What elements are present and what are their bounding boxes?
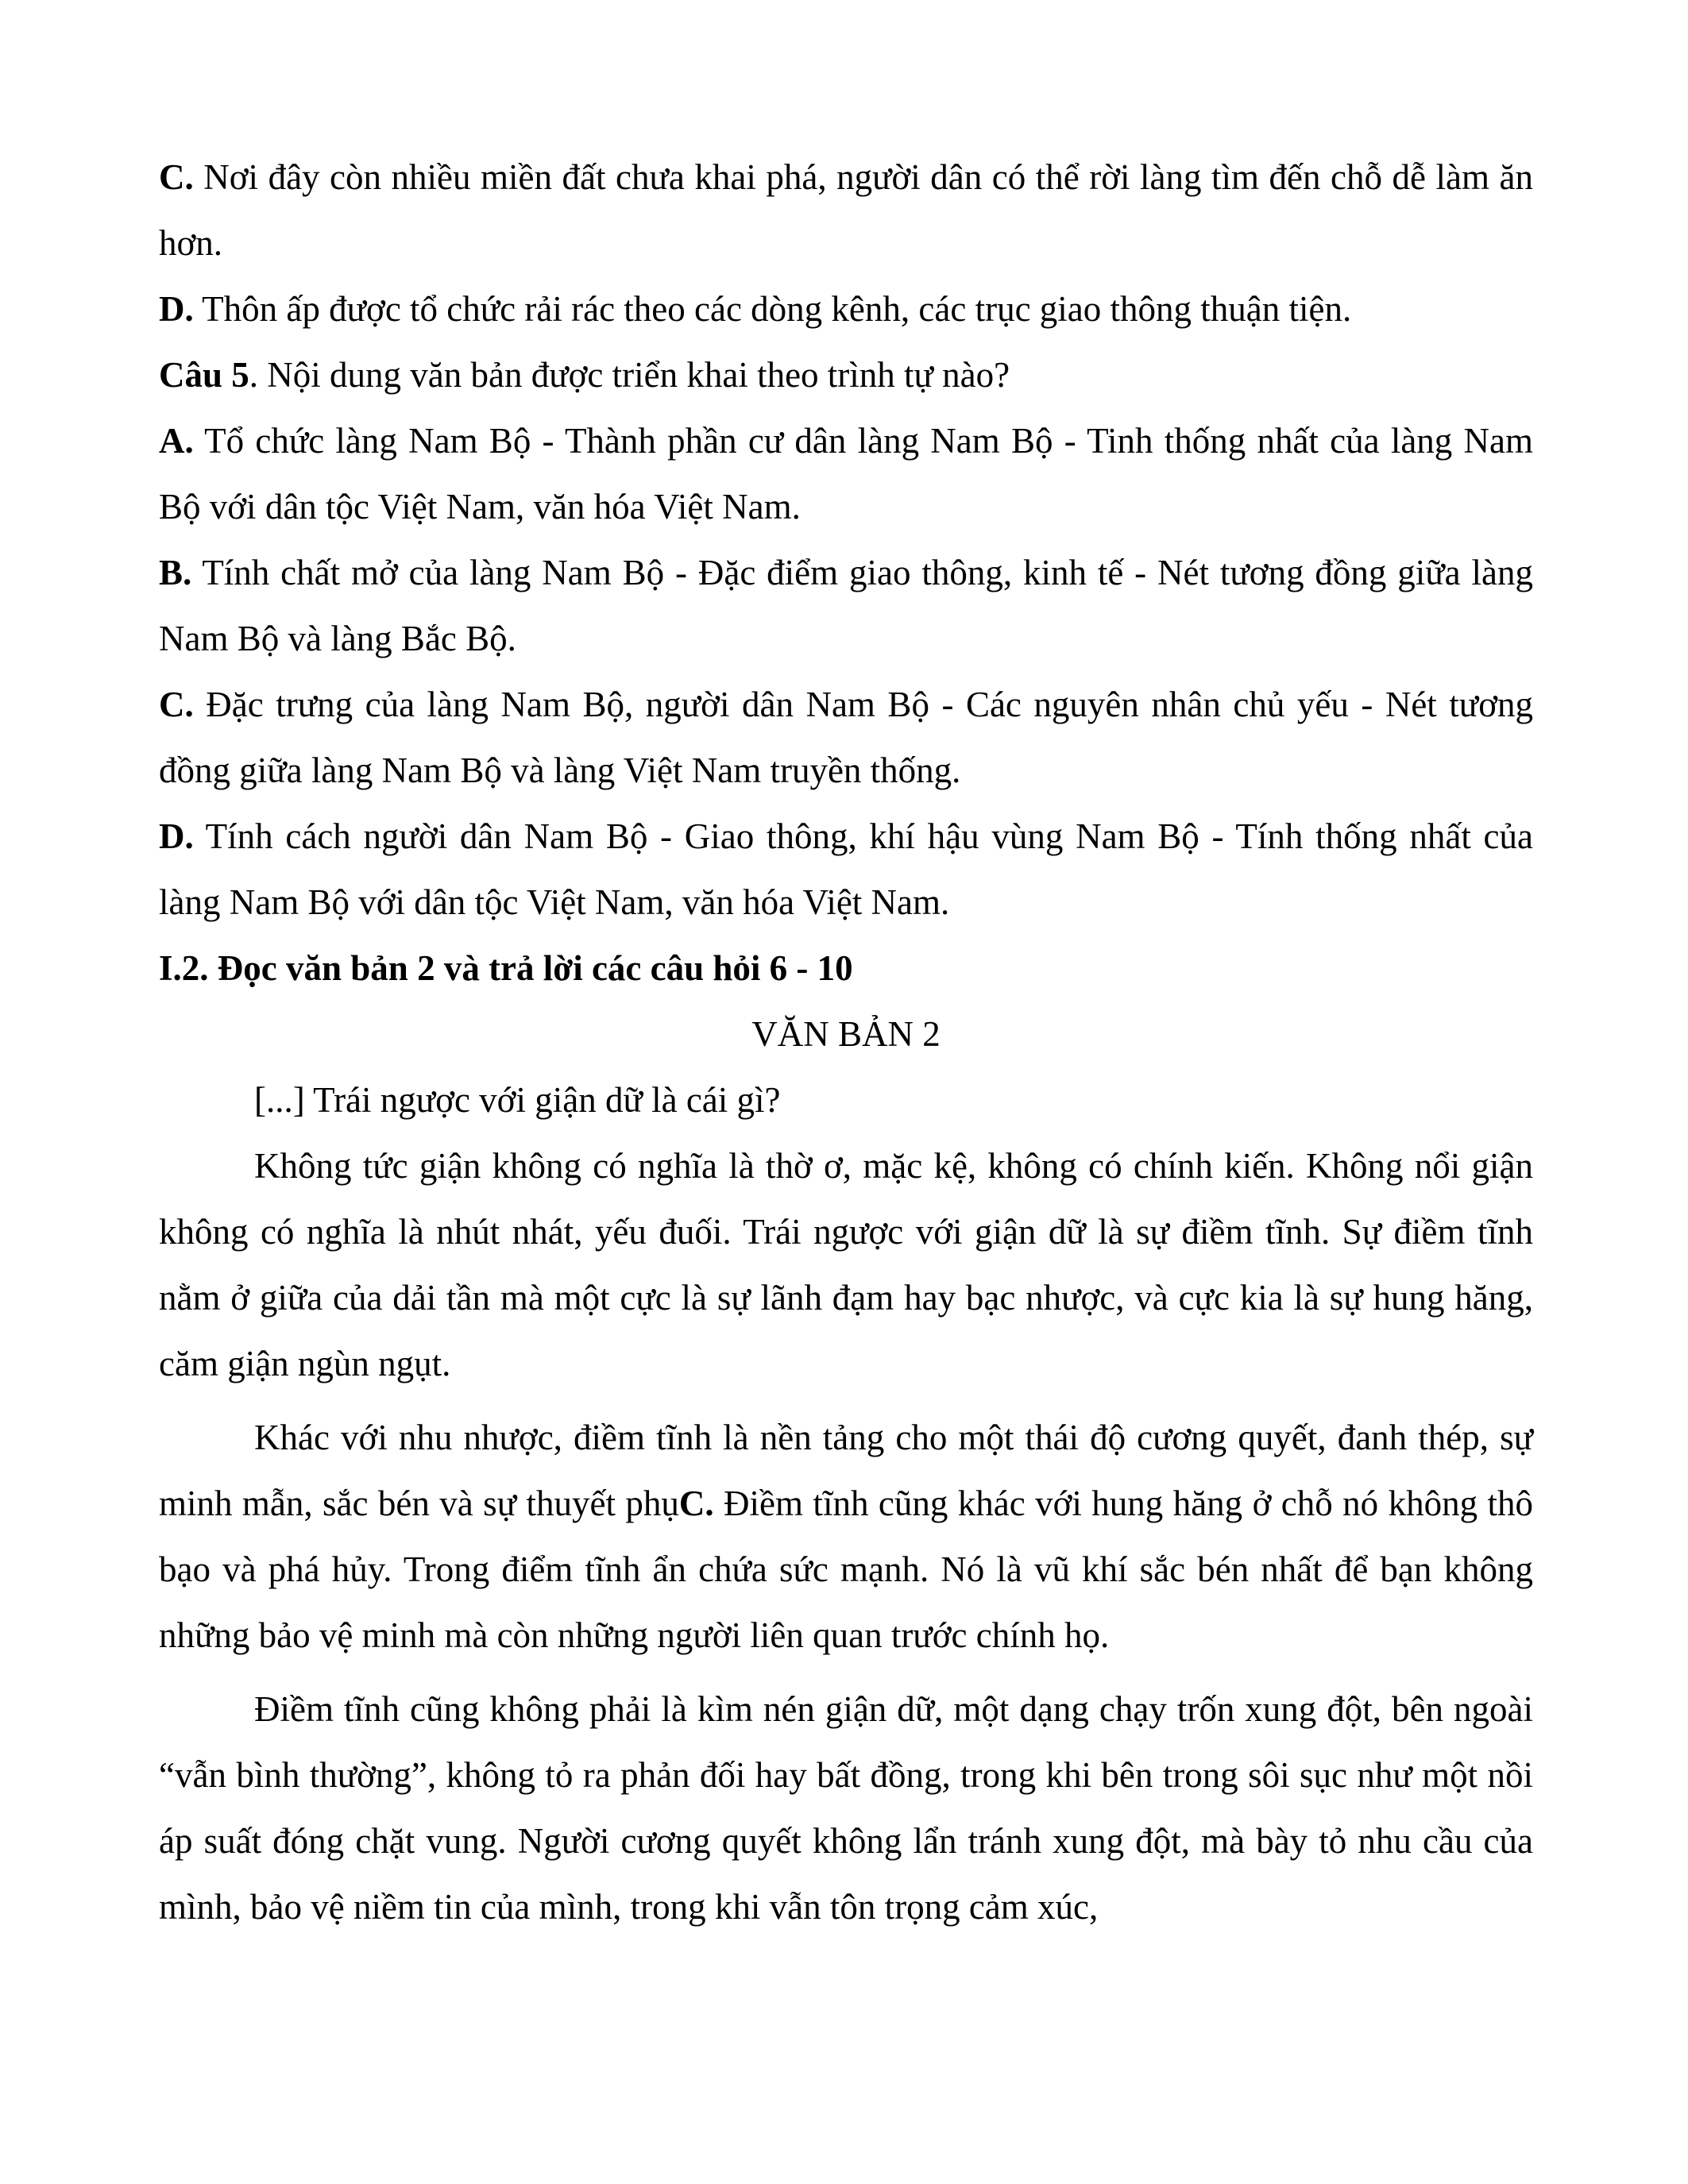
option-letter: B. xyxy=(159,553,192,592)
option-text: Nơi đây còn nhiều miền đất chưa khai phá, người dân có thể rời làng tìm đến chỗ dễ làm ăn hơn. xyxy=(159,157,1533,263)
option-text: Tính chất mở của làng Nam Bộ - Đặc điểm giao thông, kinh tế - Nét tương đồng giữa làng Nam Bộ và làng Bắc Bộ. xyxy=(159,553,1533,658)
q4-option-c xyxy=(159,145,1533,276)
q5-option-a xyxy=(159,408,1533,540)
text-paragraph-1: Không tức giận không có nghĩa là thờ ơ, mặc kệ, không có chính kiến. Không nổi giận không có nghĩa là nhút nhát, yếu đuối. Trái ngược với giận dữ là sự điềm tĩnh. Sự điềm tĩnh nằm ở giữa của dải tần mà một cực là sự lãnh đạm hay bạc nhược, và cực kia là sự hung hăng, căm giận ngùn ngụt. xyxy=(159,1146,1533,1383)
option-letter: C. xyxy=(159,157,194,197)
option-text: Thôn ấp được tổ chức rải rác theo các dòng kênh, các trục giao thông thuận tiện. xyxy=(193,289,1352,329)
paragraph-text: Điềm tĩnh cũng khác với hung hăng ở chỗ nó không thô bạo và phá hủy. Trong điểm tĩnh ẩn chứa sức mạnh. Nó là vũ khí sắc bén nhất để bạn không những bảo vệ minh mà còn những người liên quan trước chính họ. xyxy=(159,1484,1533,1655)
option-text: Tính cách người dân Nam Bộ - Giao thông, khí hậu vùng Nam Bộ - Tính thống nhất của làng Nam Bộ với dân tộc Việt Nam, văn hóa Việt Nam. xyxy=(159,816,1533,922)
text-paragraph-3: Điềm tĩnh cũng không phải là kìm nén giận dữ, một dạng chạy trốn xung đột, bên ngoài “vẫn bình thường”, không tỏ ra phản đối hay bất đồng, trong khi bên trong sôi sục như một nồi áp suất đóng chặt vung. Người cương quyết không lẩn tránh xung đột, mà bày tỏ nhu cầu của mình, bảo vệ niềm tin của mình, trong khi vẫn tôn trọng cảm xúc, xyxy=(159,1689,1533,1927)
option-text: Tổ chức làng Nam Bộ - Thành phần cư dân làng Nam Bộ - Tinh thống nhất của làng Nam Bộ với dân tộc Việt Nam, văn hóa Việt Nam. xyxy=(159,421,1533,527)
option-text: Đặc trưng của làng Nam Bộ, người dân Nam Bộ - Các nguyên nhân chủ yếu - Nét tương đồng giữa làng Nam Bộ và làng Việt Nam truyền thống. xyxy=(159,685,1533,790)
question-text: . Nội dung văn bản được triển khai theo trình tự nào? xyxy=(249,355,1010,395)
paragraph-bold-fragment: C. xyxy=(678,1484,714,1523)
option-letter: D. xyxy=(159,289,194,329)
option-letter: A. xyxy=(159,421,194,461)
text-intro: [...] Trái ngược với giận dữ là cái gì? xyxy=(254,1080,781,1120)
question-label: Câu 5 xyxy=(159,355,249,395)
q5-option-c xyxy=(159,672,1533,804)
question-5 xyxy=(159,342,1533,408)
q5-option-b xyxy=(159,540,1533,672)
q5-option-d xyxy=(159,804,1533,936)
text-title: VĂN BẢN 2 xyxy=(751,1014,941,1054)
document-page xyxy=(159,145,1533,1940)
option-letter: C. xyxy=(159,685,194,724)
text-paragraph-2 xyxy=(159,1405,1533,1669)
paragraph-text: Khác với nhu nhược, điềm tĩnh là nền tảng cho một thái độ cương quyết, đanh thép, sự minh mẫn, sắc bén và sự thuyết phụ xyxy=(159,1418,1533,1523)
q4-option-d xyxy=(159,276,1533,342)
option-letter: D. xyxy=(159,816,194,856)
section-heading: I.2. Đọc văn bản 2 và trả lời các câu hỏi 6 - 10 xyxy=(159,948,853,988)
